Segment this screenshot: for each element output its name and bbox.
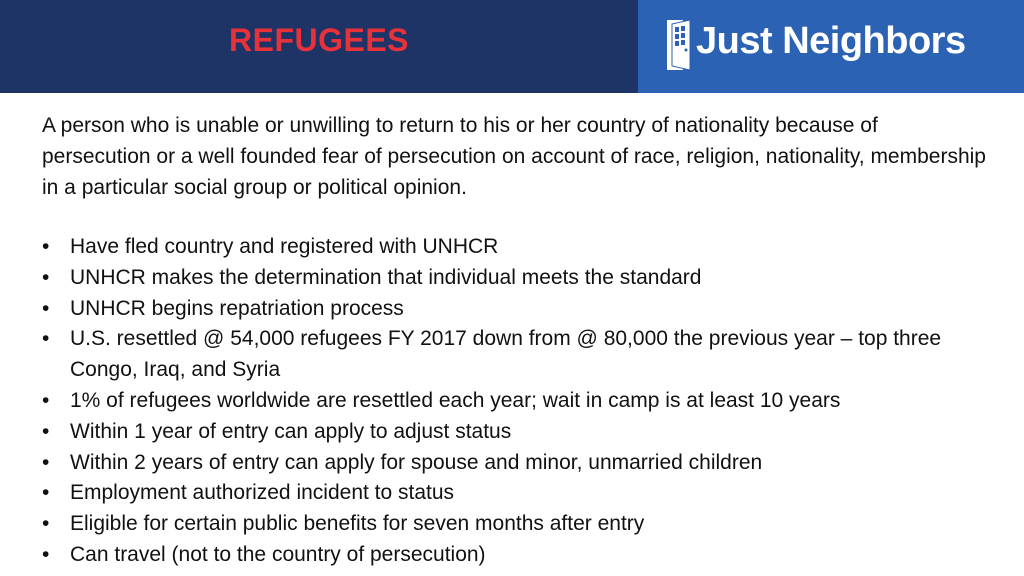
bullet-item: • Employment authorized incident to status bbox=[42, 478, 1002, 509]
bullet-item: • Have fled country and registered with UNHCR bbox=[42, 232, 1002, 263]
bullet-item: • Eligible for certain public benefits for seven months after entry bbox=[42, 509, 1002, 540]
bullet-item: • 1% of refugees worldwide are resettled each year; wait in camp is at least 10 years bbox=[42, 386, 1002, 417]
bullet-item: • Within 1 year of entry can apply to adjust status bbox=[42, 417, 1002, 448]
door-icon bbox=[666, 18, 692, 72]
bullet-list bbox=[42, 232, 1002, 571]
bullet-item: • Within 2 years of entry can apply for spouse and minor, unmarried children bbox=[42, 448, 1002, 479]
bullet-item: • UNHCR begins repatriation process bbox=[42, 294, 1002, 325]
definition-text: A person who is unable or unwilling to return to his or her country of nationality because of persecution or a well founded fear of persecution on account of race, religion, nationality, membership in a particular social group or political opinion. bbox=[42, 114, 986, 199]
logo-text: Just Neighbors bbox=[696, 20, 966, 62]
bullet-item: • Can travel (not to the country of persecution) bbox=[42, 540, 1002, 571]
bullet-item: • UNHCR makes the determination that individual meets the standard bbox=[42, 263, 1002, 294]
page-title: REFUGEES bbox=[228, 22, 410, 58]
bullet-item: • U.S. resettled @ 54,000 refugees FY 2017 down from @ 80,000 the previous year – top three Congo, Iraq, and Syria bbox=[42, 324, 1002, 386]
